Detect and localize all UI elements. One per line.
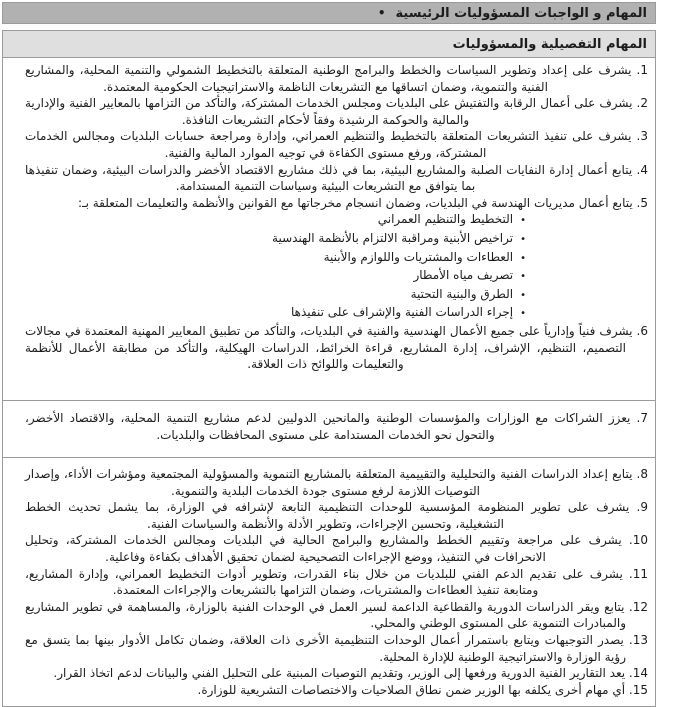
task-item-12: 12. يتابع ويقر الدراسات الدورية والقطاعية الداعمة لسير العمل في الوحدات الفنية بالوزارة، والمساهمة في تطوير المشاريع والمبادرات التنموية على المستوى الوطني والمحلي. xyxy=(25,599,648,631)
task-item-3: 3. يشرف على تنفيذ التشريعات المتعلقة بالتخطيط والتنظيم العمراني، وإدارة ومراجعة حسابات البلديات ومجالس الخدمات المشتركة، ورفع مستوى الكفاءة في توجيه الموارد المالية والفنية. xyxy=(25,129,648,160)
item-number: 2. xyxy=(636,96,648,111)
item-number: 3. xyxy=(636,129,648,144)
item-number: 13. xyxy=(628,632,648,647)
sub-task-item: •إجراء الدراسات الفنية والإشراف على تنفيذها xyxy=(291,305,526,320)
item-number: 15. xyxy=(628,682,648,697)
bullet-icon: • xyxy=(520,271,526,283)
task-item-1: 1. يشرف على إعداد وتطوير السياسات والخطط والبرامج الوطنية المتعلقة بالتخطيط الشمولي والتنمية المحلية، والمشاريع الفنية والتنموية، وضمان اتساقها مع التشريعات الناظمة والاستراتيجيات الحكومية المعتمدة. xyxy=(25,63,648,94)
bullet-icon: • xyxy=(520,215,526,227)
task-item-15: 15. أي مهام أخرى يكلفه بها الوزير ضمن نطاق الصلاحيات والاختصاصات التشريعية للوزارة. xyxy=(197,682,648,697)
section-tasks-1-6 xyxy=(2,57,656,401)
bullet-icon: • xyxy=(520,233,526,245)
sub-task-item: •تراخيص الأبنية ومراقبة الالتزام بالأنظمة الهندسية xyxy=(272,230,526,245)
item-number: 7. xyxy=(636,411,648,425)
sub-task-item: •الطرق والبنية التحتية xyxy=(410,286,526,301)
task-item-11: 11. يشرف على تقديم الدعم الفني للبلديات من خلال بناء القدرات، وتطوير أدوات التخطيط العمراني، وإدارة المشاريع، ومتابعة تنفيذ العطاءات والمشتريات، وضمان التزامها بالتشريعات والإجراءات المعتمدة. xyxy=(25,566,648,598)
task-item-10: 10. يشرف على مراجعة وتقييم الخطط والمشاريع والبرامج الحالية في البلديات ومجالس الخدمات المشتركة، وتحليل الانحرافات في التنفيذ، ووضع الإجراءات التصحيحية لضمان تحقيق الأهداف بكفاءة وفاعلية. xyxy=(25,533,648,564)
item-number: 6. xyxy=(636,323,648,338)
task-item-7: 7. يعزز الشراكات مع الوزارات والمؤسسات الوطنية والمانحين الدوليين لدعم مشاريع التنمية المحلية، والاقتصاد الأخضر، والتحول نحو الخدمات المستدامة على مستوى المحافظات والبلديات. xyxy=(25,411,648,442)
task-item-8: 8. يتابع إعداد الدراسات الفنية والتحليلية والتقييمية المتعلقة بالمشاريع التنموية والمسؤولية المجتمعية ومؤشرات الأداء، وإصدار التوصيات اللازمة لرفع مستوى جودة الخدمات البلدية والتنموية. xyxy=(25,467,648,498)
bullet-icon: • xyxy=(520,308,526,320)
task-item-9: 9. يشرف على تطوير المنظومة المؤسسية للوحدات التنظيمية التابعة لإشرافه في الوزارة، بما يشمل تحديث الخطط التشغيلية، وتحسين الإجراءات، وتطوير الأدلة والأنظمة والسياسات الفنية. xyxy=(25,500,648,531)
task-item-5: 5. يتابع أعمال مديريات الهندسة في البلديات، وضمان انسجام مخرجاتها مع القوانين والأنظمة والتعليمات المتعلقة بـ: xyxy=(78,195,648,210)
item-number: 5. xyxy=(636,195,648,210)
task-item-13: 13. يصدر التوجيهات ويتابع باستمرار أعمال الوحدات التنظيمية الأخرى ذات العلاقة، وضمان تكامل الأدوار بينها بما يتسق مع رؤية الوزارة والاستراتيجية الوطنية للإدارة المحلية. xyxy=(25,632,648,664)
document xyxy=(2,2,656,707)
main-header-title: المهام و الواجبات المسؤوليات الرئيسية xyxy=(395,5,647,21)
task-item-4: 4. يتابع أعمال إدارة النفايات الصلبة والمشاريع البيئية، بما في ذلك مشاريع الاقتصاد الأخضر والدراسات البيئية، وضمان تنفيذها بما يتوافق مع التشريعات البيئية وسياسات التنمية المستدامة. xyxy=(25,162,648,194)
bullet-icon: • xyxy=(520,289,526,301)
sub-task-item: •تصريف مياه الأمطار xyxy=(413,268,526,283)
task-item-6: 6. يشرف فنياً وإدارياً على جميع الأعمال الهندسية والفنية في البلديات، والتأكد من تطبيق المعايير المهنية المعتمدة في مجالات التصميم، التنظيم، الإشراف، إدارة المشاريع، قراءة الخرائط، الدراسات الهيكلية، والتأكد من مطابقة الأعمال للأنظمة والتعليمات واللوائح ذات العلاقة. xyxy=(25,323,648,372)
sub-header-bar xyxy=(2,30,656,58)
item-number: 9. xyxy=(636,500,648,515)
main-header-bar xyxy=(2,2,656,24)
sub-task-item: •التخطيط والتنظيم العمراني xyxy=(377,212,526,227)
item-number: 1. xyxy=(636,63,648,77)
bullet-icon: • xyxy=(377,6,386,20)
task-item-2: 2. يشرف على أعمال الرقابة والتفتيش على البلديات ومجلس الخدمات المشتركة، والتأكد من التزامها بالمعايير الفنية والإدارية والمالية والحوكمة الرشيدة وفقاً لأحكام التشريعات النافذة. xyxy=(25,96,648,127)
sub-header-title: المهام التفصيلية والمسؤوليات xyxy=(452,36,647,52)
item-number: 12. xyxy=(628,599,648,614)
bullet-icon: • xyxy=(520,252,526,264)
section-task-7 xyxy=(2,400,656,458)
task-item-14: 14. يعد التقارير الفنية الدورية ورفعها إلى الوزير، وتقديم التوصيات المبنية على التحليل الفني والبيانات لدعم اتخاذ القرار. xyxy=(53,666,648,681)
item-number: 10. xyxy=(628,533,648,548)
item-number: 14. xyxy=(628,666,648,681)
item-number: 8. xyxy=(636,467,648,481)
section-tasks-8-15 xyxy=(2,457,656,707)
sub-task-item: •العطاءات والمشتريات واللوازم والأبنية xyxy=(323,249,526,264)
item-number: 4. xyxy=(636,162,648,177)
item-number: 11. xyxy=(628,566,648,581)
